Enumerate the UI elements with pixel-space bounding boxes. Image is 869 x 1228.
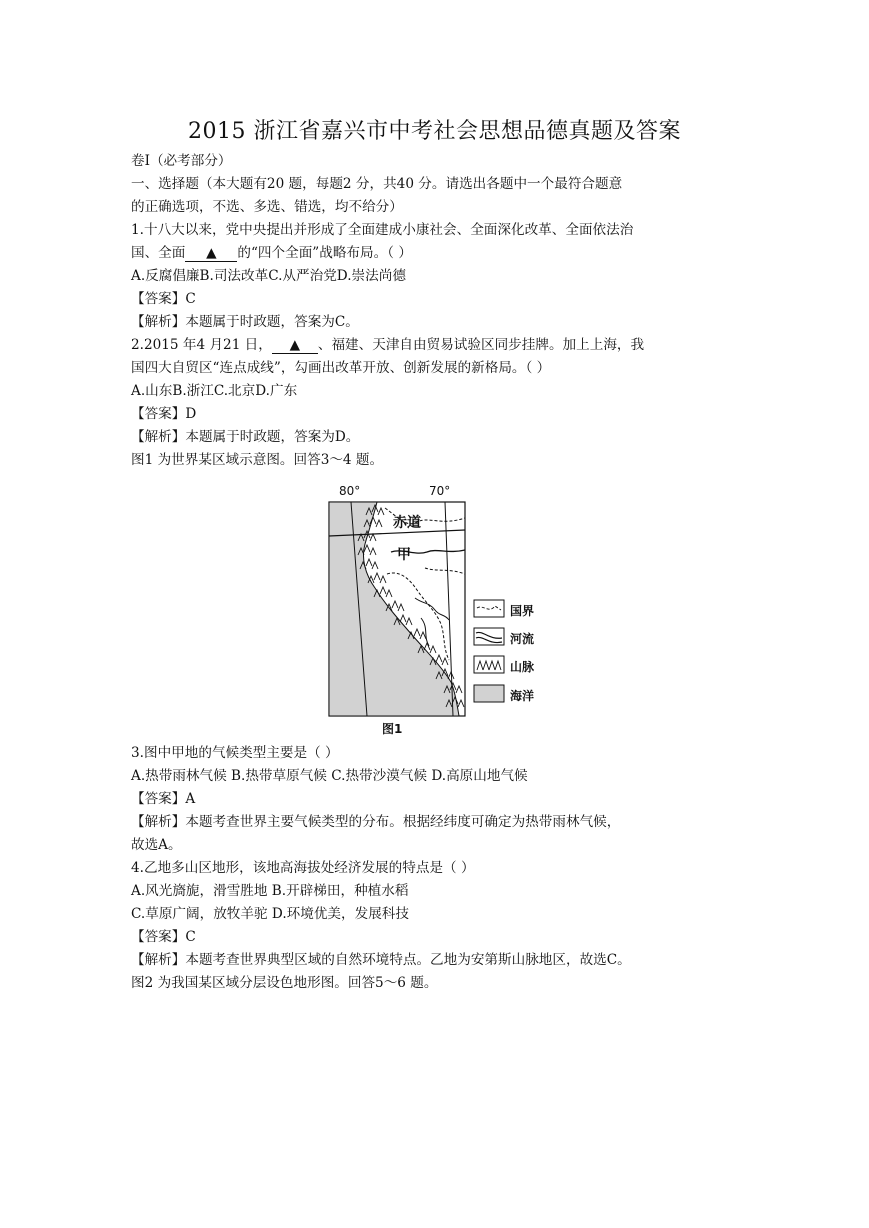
- legend-border-swatch: [474, 600, 504, 617]
- region-jia-label: 甲: [397, 547, 411, 563]
- q1-stem-line-1: 1.十八大以来，党中央提出并形成了全面建成小康社会、全面深化改革、全面依法治: [131, 222, 634, 238]
- q2-stem-line-1: [131, 335, 644, 355]
- q1-stem-pre: 国、全面: [131, 245, 186, 261]
- figure1-intro: 图1 为世界某区域示意图。回答3～4 题。: [131, 452, 384, 468]
- q1-analysis: 【解析】本题属于时政题，答案为C。: [131, 314, 359, 330]
- q2-analysis: 【解析】本题属于时政题，答案为D。: [131, 429, 360, 445]
- legend-ocean-swatch: [474, 685, 504, 702]
- instructions-line-2: 的正确选项，不选、多选、错选，均不给分）: [131, 199, 403, 215]
- page-title: 2015 浙江省嘉兴市中考社会思想品德真题及答案: [188, 119, 681, 144]
- q1-stem-line-2: [131, 243, 412, 263]
- section-heading: 卷Ⅰ（必考部分）: [131, 153, 232, 169]
- q2-options: A.山东B.浙江C.北京D.广东: [131, 383, 298, 399]
- legend-river-label: 河流: [510, 632, 535, 646]
- q4-analysis: 【解析】本题考查世界典型区域的自然环境特点。乙地为安第斯山脉地区，故选C。: [131, 952, 631, 968]
- q3-stem: 3.图中甲地的气候类型主要是（ ）: [131, 745, 339, 761]
- q4-options-line-1: A.风光旖旎，滑雪胜地 B.开辟梯田，种植水稻: [131, 883, 409, 899]
- q2-stem-post: 、福建、天津自由贸易试验区同步挂牌。加上上海，我: [317, 337, 645, 353]
- q2-stem-line-2: 国四大自贸区“连点成线”，勾画出改革开放、创新发展的新格局。（ ）: [131, 360, 551, 376]
- q2-answer: 【答案】D: [131, 406, 197, 422]
- figure2-intro: 图2 为我国某区域分层设色地形图。回答5～6 题。: [131, 975, 438, 991]
- q4-answer: 【答案】C: [131, 929, 196, 945]
- legend-ocean-label: 海洋: [510, 689, 535, 703]
- longitude-left-label: 80°: [339, 484, 361, 498]
- q3-options: A.热带雨林气候 B.热带草原气候 C.热带沙漠气候 D.高原山地气候: [131, 768, 528, 784]
- q1-stem-post: 的“四个全面”战略布局。（ ）: [237, 245, 412, 261]
- q3-analysis-line-1: 【解析】本题考查世界主要气候类型的分布。根据经纬度可确定为热带雨林气候，: [131, 814, 621, 830]
- equator-label: 赤道: [393, 515, 421, 531]
- q3-answer: 【答案】A: [131, 791, 196, 807]
- figure-caption: 图1: [382, 722, 403, 736]
- q2-blank: ▲: [272, 337, 318, 354]
- q3-analysis-line-2: 故选A。: [131, 837, 182, 853]
- q4-stem: 4.乙地多山区地形，该地高海拔处经济发展的特点是（ ）: [131, 860, 475, 876]
- figure-1-map: [325, 478, 547, 740]
- legend-border-label: 国界: [510, 604, 535, 618]
- longitude-right-label: 70°: [429, 484, 451, 498]
- q1-answer: 【答案】C: [131, 291, 196, 307]
- instructions-line-1: 一、选择题（本大题有20 题，每题2 分，共40 分。请选出各题中一个最符合题意: [131, 176, 623, 192]
- q1-blank: ▲: [185, 245, 237, 262]
- legend-mountain-label: 山脉: [510, 660, 535, 674]
- q4-options-line-2: C.草原广阔，放牧羊驼 D.环境优美，发展科技: [131, 906, 409, 922]
- q1-options: A.反腐倡廉B.司法改革C.从严治党D.崇法尚德: [131, 268, 406, 284]
- q2-stem-pre: 2.2015 年4 月21 日，: [131, 337, 272, 353]
